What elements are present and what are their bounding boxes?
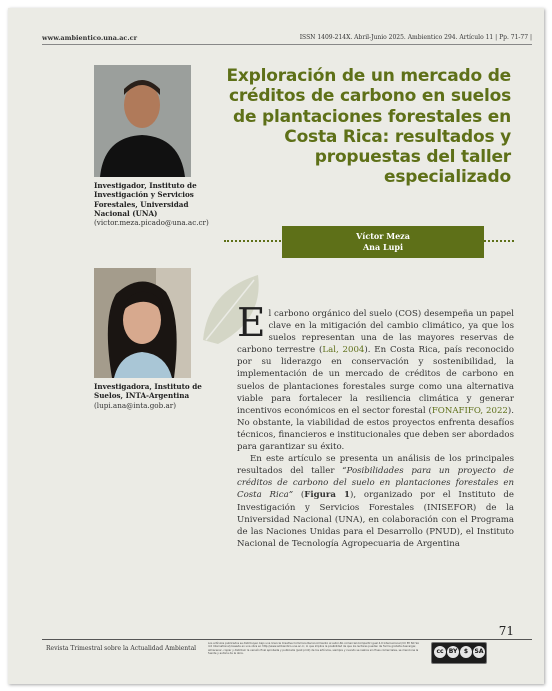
article-page: [8, 8, 544, 684]
page-number: 71: [498, 624, 514, 638]
journal-url[interactable]: www.ambientico.una.ac.cr: [42, 34, 138, 42]
p2-text-a: En este artículo se presenta un análisis de los principales resultados del taller: [237, 454, 514, 477]
author-name-1: Víctor Meza: [356, 231, 410, 241]
nc-icon: $: [460, 646, 472, 658]
dotted-rule-left: [224, 240, 281, 242]
journal-name: Revista Trimestral sobre la Actualidad Ambiental: [46, 645, 197, 652]
author2-photo: [94, 268, 191, 378]
paragraph-2: [237, 453, 514, 550]
cc-icon: cc: [434, 646, 446, 658]
dotted-rule-right: [484, 240, 514, 242]
p1-text-b: ). En Costa Rica, país reconocido por su liderazgo en conservación y sostenibilidad, la implementación de un mercado de créditos de carbono en suelos de plantaciones forestales surge como una alternativa viable para fortalecer la resiliencia climática y generar incentivos económicos en el sector forestal (: [237, 345, 514, 416]
author1-photo: [94, 65, 191, 177]
sa-icon: SA: [473, 646, 485, 658]
author1-email[interactable]: (victor.meza.picado@una.ac.cr): [94, 218, 209, 228]
author1-affiliation: Investigador, Instituto de Investigación y Servicios Forestales, Universidad Nacional (UNA): [94, 181, 197, 218]
license-text: Los artículos publicados se distribuyen bajo una licencia Creative Commons Reconocimiento al autor-No comercial-Compartir igual 4.0 Internacional (CC BY NC SA 4.0 International) basada en una obra en http://www.ambientico.una.ac.cr, lo que implica la posibilidad de que los lectores puedan de forma gratuita descargar, almacenar, copiar y distribuir la versión final aprobada y publicada (post print) de los artículos, siempre y cuando se realice sin fines comerciales, se mencione la fuente y autoría de la obra.: [208, 642, 419, 656]
article-title: Exploración de un mercado de créditos de carbono en suelos de plantaciones forestales en Costa Rica: resultados y propuestas del taller especializado: [226, 66, 511, 188]
workshop-title: “Posibilidades para un proyecto de créditos de carbono del suelo en plantaciones forestales en Costa Rica”: [237, 466, 514, 501]
p2-text-b: (: [293, 490, 305, 501]
author2-caption: [94, 382, 204, 410]
dropcap: E: [237, 301, 266, 346]
author2-affiliation: Investigadora, Instituto de Suelos, INTA-Argentina: [94, 382, 202, 401]
paragraph-1: [237, 301, 514, 453]
author2-email[interactable]: (lupi.ana@inta.gob.ar): [94, 400, 177, 410]
author-name-2: Ana Lupi: [362, 242, 404, 252]
figure-reference[interactable]: Figura 1: [304, 490, 351, 501]
citation-fonafifo[interactable]: FONAFIFO, 2022: [431, 405, 508, 416]
citation-lal[interactable]: Lal, 2004: [322, 345, 365, 356]
p1-text-c: ). No obstante, la viabilidad de estos proyectos enfrenta desafíos técnicos, financieros e institucionales que deben ser abordados para garantizar su éxito.: [237, 405, 514, 453]
cc-license-badge[interactable]: [431, 642, 487, 664]
header-divider: [42, 44, 532, 45]
p2-text-c: ), organizado por el Instituto de Investigación y Servicios Forestales (INISEFOR) de la Universidad Nacional (UNA), en colaboración con el Programa de las Naciones Unidas para el Desarrollo (PNUD), el Instituto Nacional de Tecnología Agropecuaria de Argentina: [237, 490, 514, 549]
footer-divider: [42, 639, 532, 640]
p1-text-a: l carbono orgánico del suelo (COS) desempeña un papel clave en la mitigación del cambio climático, ya que los suelos representan una de las mayores reservas de carbono terrestre (: [237, 309, 514, 356]
issn-line: ISSN 1409-214X. Abril-Junio 2025. Ambientico 294. Artículo 11 | Pp. 71-77 |: [299, 34, 532, 41]
author1-caption: [94, 181, 209, 228]
author-box: [282, 226, 484, 258]
by-icon: BY: [447, 646, 459, 658]
article-body: [237, 301, 514, 550]
